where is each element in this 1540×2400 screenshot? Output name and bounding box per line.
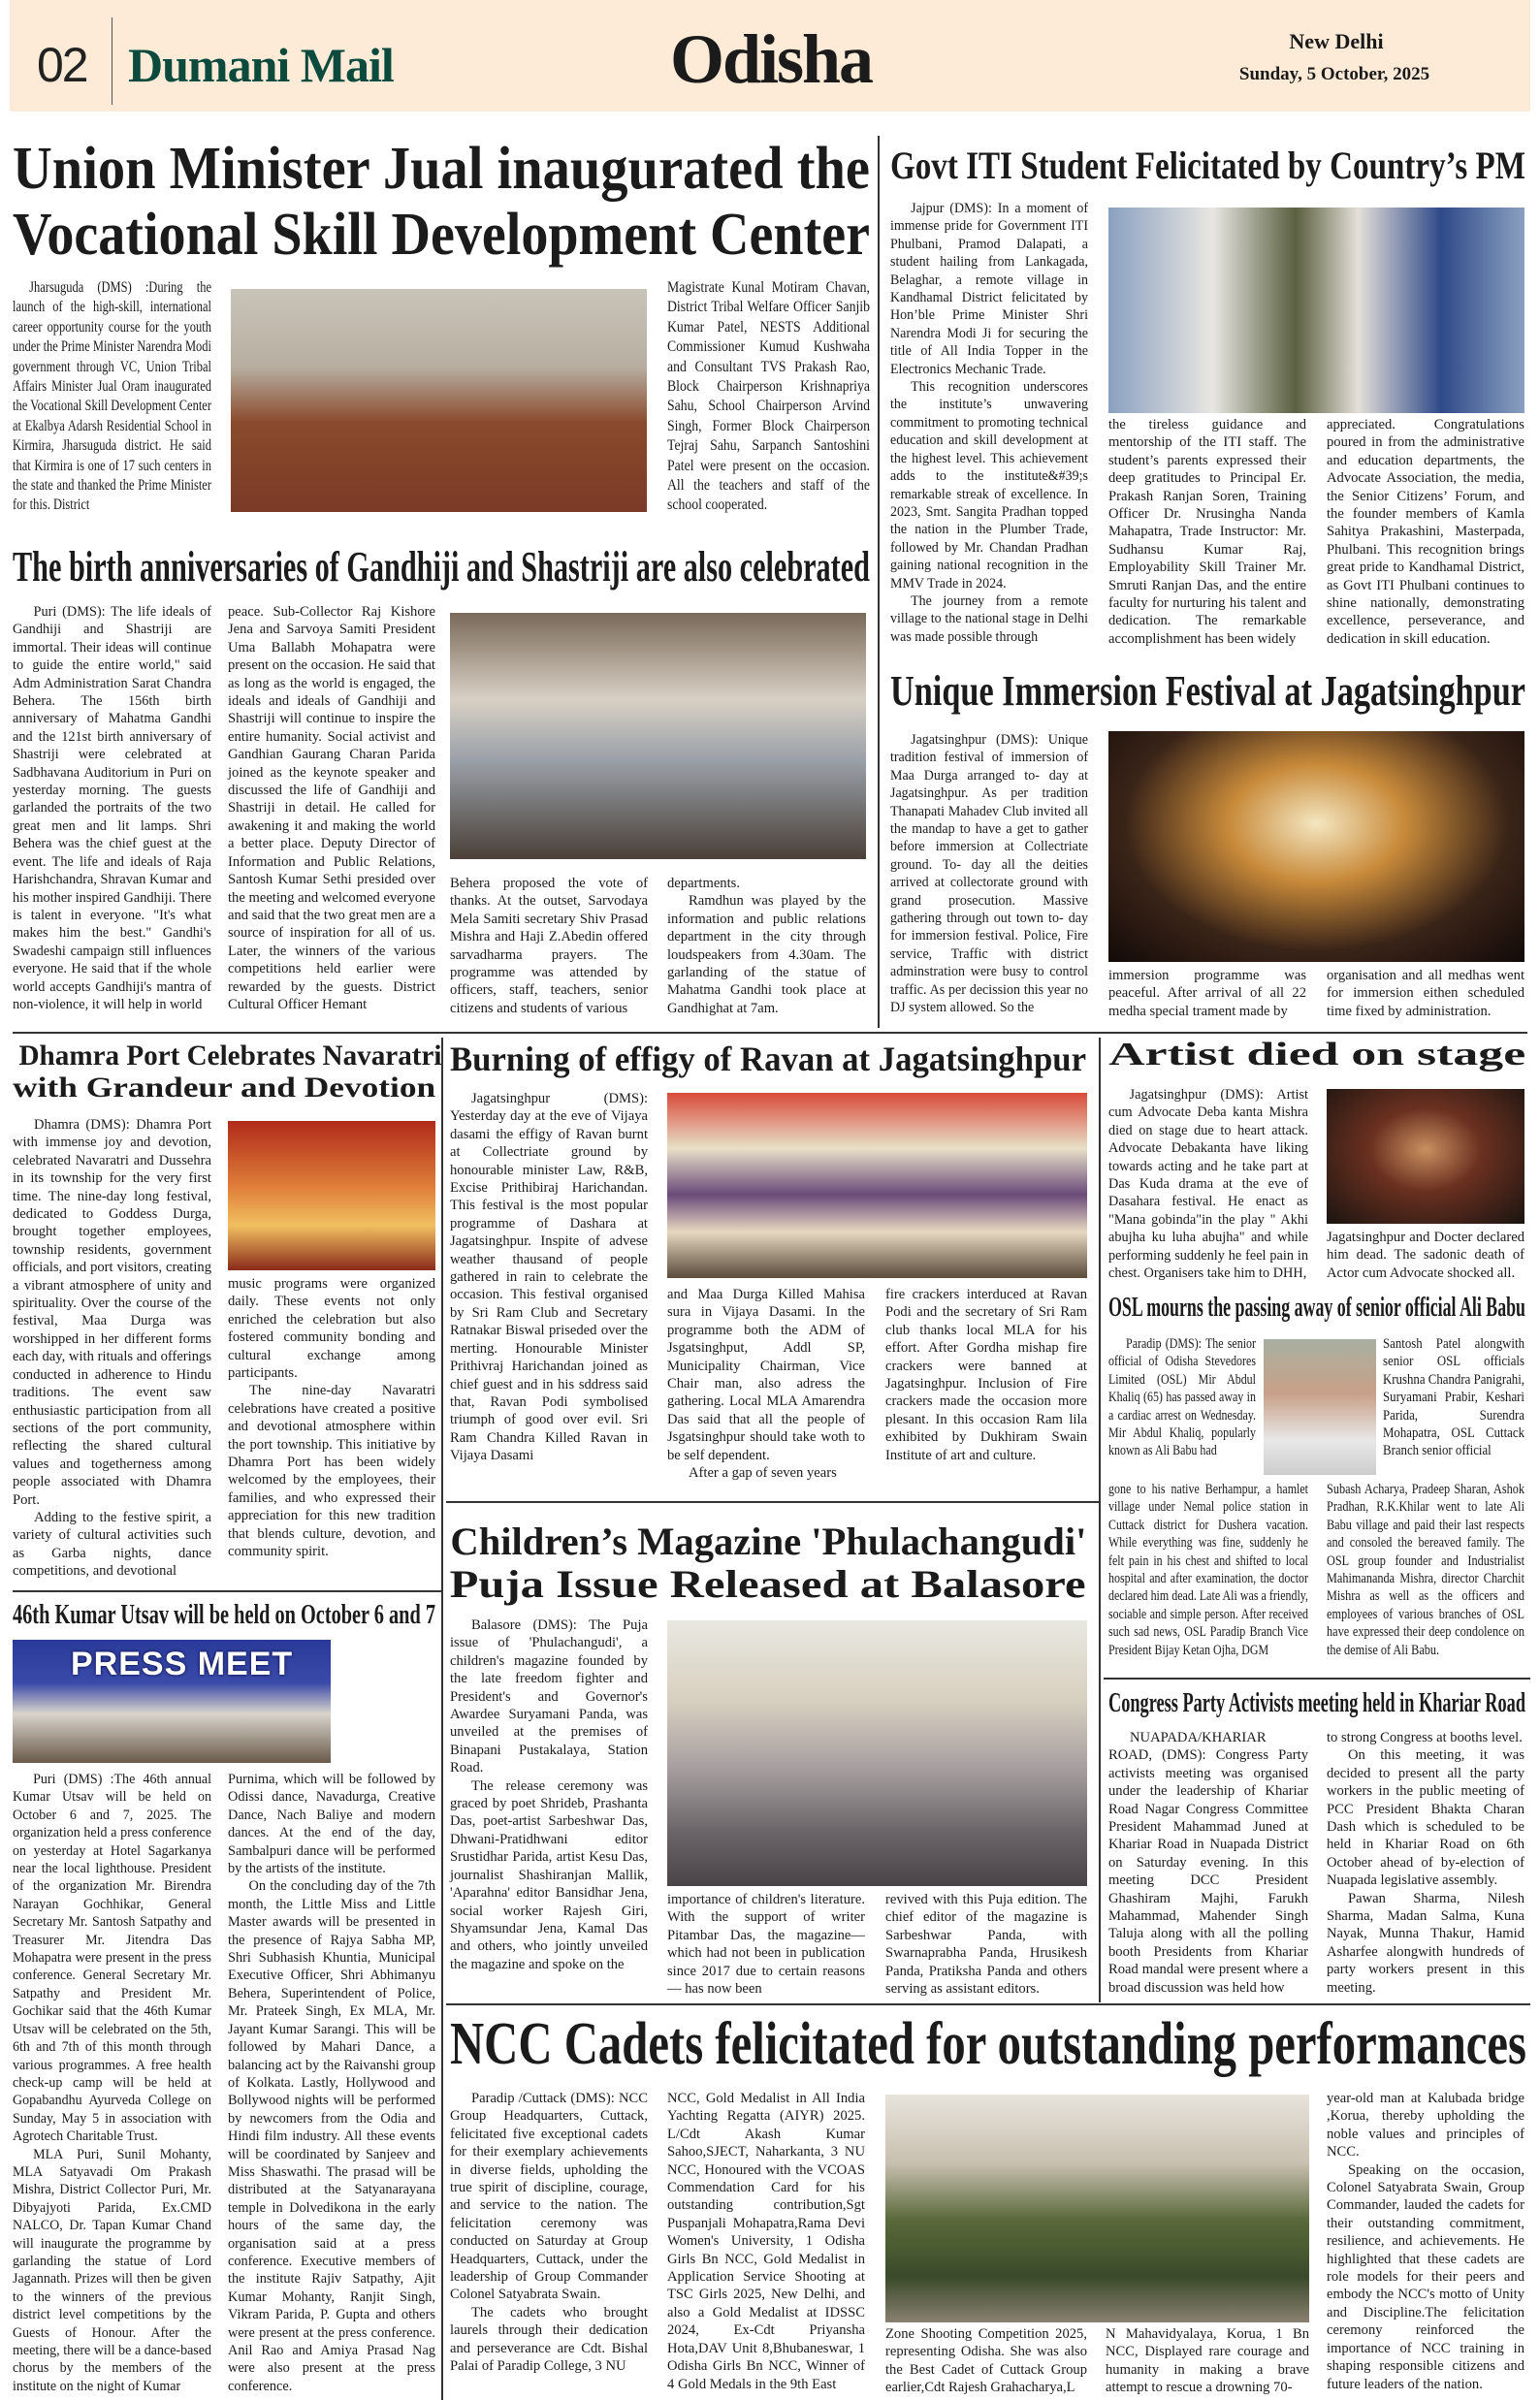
article-paragraph: Paradip (DMS): The senior official of Odisha Stevedores Limited (OSL) Mir Abdul Khaliq (65) has passed away in a cardiac arrest on Wednesday. Mir Abdul Khaliq, popularly known as Ali Babu had (1108, 1336, 1256, 1459)
article-column (885, 1286, 1087, 1464)
article-paragraph: Speaking on the occasion, Colonel Satyabrata Swain, Group Commander, lauded the cadets for their outstanding commitment, resilience, and achievements. He highlighted that these cadets are role models for their peers and embody the NCC's motto of Unity and Discipline.The felicitation ceremony reinforced the importance of NCC training in shaping responsible citizens and future leaders of the nation. (1327, 2161, 1524, 2392)
article-paragraph: Puri (DMS) :The 46th annual Kumar Utsav will be held on October 6 and 7, 2025. The organization held a press conference on yesterday at Hotel Sagarkanya near the local lighthouse. President of the organization Mr. Birendra Narayan Gochhikar, General Secretary Mr. Santosh Satpathy and Treasurer Mr. Jitendra Das Mohapatra were present in the press conference. General Secretary Mr. Satpathy and President Mr. Gochikar said that the 46th Kumar Utsav will be celebrated on the 5th, 6th and 7th of this month through various programmes. A free health check-up camp will be held at Gopabandhu Ayurveda College on Sunday, May 5 in association with Agrotech Charitable Trust. (13, 1772, 211, 2145)
article-column (885, 1891, 1087, 1998)
article-paragraph: and Maa Durga Killed Mahisa sura in Vijaya Dasami. In the programme both the ADM of Jsgatsinghput, Addl SP, Municipality Chairman, Vice Chair man, also adress the gathering. Local MLA Amarendra Das said that all the people of Jsgatsinghpur should take woth to be self dependent. (667, 1287, 865, 1463)
headline (450, 2013, 1540, 2076)
article-column (228, 1771, 435, 2395)
headline-text: 46th Kumar Utsav will be held on October 6 and 7 (13, 1600, 435, 1630)
photo-ravan-stage (667, 1093, 1087, 1278)
article-column (1108, 967, 1306, 1020)
article-column (1108, 1086, 1308, 1282)
article-column (13, 603, 211, 1013)
article-paragraph: Jagatsinghpur (DMS): Artist cum Advocate Deba kanta Mishra died on stage due to heart attack. Advocate Debakanta have liking towards acting and he take part at Das Kuda drama at the eve of Dasahara festival. He enact as "Mana gobinda"in the play " Akhi abujha ku luha abujha" and while performing suddenly he feel pain in chest. Organisers take him to DHH, (1108, 1087, 1308, 1282)
article-paragraph: On this meeting, it was decided to present all the party workers in the public meeting of PCC President Bhakta Charan Dash which is scheduled to be held in Khariar Road on 6th October ahead of by-election of Nuapada legislative assembly. (1327, 1747, 1524, 1889)
article-paragraph: music programs were organized daily. These events not only enriched the celebration but also fostered community bonding and cultural exchange among participants. (228, 1276, 435, 1382)
article-paragraph: Paradip /Cuttack (DMS): NCC Group Headquarters, Cuttack, felicitated five exceptional cadets for their exemplary achievements in diverse fields, upholding the true spirit of discipline, courage, and service to the nation. The felicitation ceremony was conducted on Saturday at Group Headquarters, Cuttack, under the leadership of Group Commander Colonel Satyabrata Swain. (450, 2091, 648, 2303)
article-column (450, 1090, 648, 1465)
section-title: Odisha (669, 20, 873, 98)
article-paragraph: the tireless guidance and mentorship of the ITI staff. The student’s parents expressed their deep gratitudes to Principal Er. Prakash Ranjan Soren, Training Officer Dr. Nrusingha Nanda Mahapatra, Trade Instructor: Mr. Sudhansu Kumar Raj, Employability Skill Trainer Mr. Smruti Ranjan Das, and the entire faculty for nurturing his talent and dedication. The remarkable accomplishment has been widely (1108, 417, 1306, 647)
headline-text: Artist died on stage (1107, 1037, 1525, 1072)
headline-line (13, 204, 961, 267)
article-paragraph: Magistrate Kunal Motiram Chavan, District Tribal Welfare Officer Sanjib Kumar Patel, NESTS Additional Commissioner Kumud Kushwaha and Consultant TVS Prakash Rao, Block Chairperson Krishnapriya Sahu, School Chairperson Arvind Singh, Former Block Chairperson Tejraj Sahu, Sarpanch Santoshini Patel were present on the occasion. All the teachers and staff of the school cooperated. (667, 279, 870, 514)
photo-durga-idol (228, 1121, 435, 1270)
article-paragraph: Behera proposed the vote of thanks. At the outset, Sarvodaya Mela Samiti secretary Shiv Prasad Mishra and Haji Z.Abedin offered sarvadharma prayers. The programme was attended by officers, staff, teachers, senior citizens and students of various (450, 876, 648, 1016)
article-paragraph: Dhamra (DMS): Dhamra Port with immense joy and devotion, celebrated Navaratri and Dussehra in its township for the very first time. The nine-day long festival, dedicated to Goddess Durga, brought together employees, township residents, government officials, and port visitors, creating a vibrant atmosphere of unity and spirituality. Over the course of the festival, Maa Durga was worshipped in her different forms each day, with rituals and offerings conducted in adherence to Hindu traditions. The event saw enthusiastic participation from all sections of the port community, reflecting the shared cultural values and togetherness among people associated with Dhamra Port. (13, 1117, 211, 1508)
headline-text: with Grandeur and Devotion (12, 1072, 435, 1104)
article-paragraph: appreciated. Congratulations poured in from the administrative and education departments, the Advocate Association, the media, the Senior Citizens’ Forum, and the founder members of Kamla Sahitya Prakashini, Masterpada, Phulbani. This recognition brings great pride to Kandhamal District, as Govt ITI Phulbani continues to shine nationally, demonstrating excellence, perseverance, and dedication in skill education. (1327, 417, 1524, 647)
article-paragraph: After a gap of seven years (689, 1465, 837, 1482)
photo-magazine-release (667, 1620, 1087, 1886)
article-paragraph: On the concluding day of the 7th month, the Little Miss and Little Master awards will be presented in the presence of Rajya Sabha MP, Shri Subhasish Khuntia, Municipal Executive Officer, Shri Abhimanyu Behera, Superintendent of Police, Mr. Prateek Singh, Ex MLA, Mr. Jayant Kumar Sarangi. This will be followed by Mahari Dance, a balancing act by the Raivanshi group of Kolkata. Lastly, Hollywood and Bollywood nights will be performed by newcomers from the Odia and Hindi film industry. All these events will be coordinated by Sanjeev and Miss Shaswathi. The prasad will be distributed at the Satyanarayana temple in Dolvedikona in the early hours of the same day, the organisation said at a press conference. Executive members of the institute Rajiv Satpathy, Ajit Kumar Mohanty, Ranjit Singh, Vikram Parida, P. Gupta and others were present at the press conference. Anil Rao and Amiya Prasad Nag were also present at the press conference. (228, 1878, 435, 2394)
headline-text: Children’s Magazine 'Phulachangudi' (450, 1520, 1086, 1563)
column-rule (1099, 1038, 1101, 2002)
headline (890, 669, 1540, 714)
article-column (1327, 1729, 1524, 1997)
article-paragraph: immersion programme was peaceful. After arrival of all 22 medha special trament made by (1108, 968, 1306, 1019)
article-paragraph: NUAPADA/KHARIAR ROAD, (DMS): Congress Party activists meeting was organised under the leadership of Khariar Road Nagar Congress Committee President Mahammad Juned at Khariar Road in Nuapada District on Saturday evening. In this meeting DCC President Ghashiram Majhi, Farukh Mahammad, Mahender Singh Taluja along with all the polling booth Presidents from Khariar Road mandal were present where a broad discussion was held how (1108, 1730, 1308, 1996)
article-paragraph: gone to his native Berhampur, a hamlet village under Nemal police station in Cuttack district for Dushera vacation. While everything was fine, suddenly he felt pain in his chest and shifted to local hospital and after examination, the doctor declared him dead. Late Ali was a friendly, sociable and simple person. After received such sad news, OSL Paradip Branch Vice President Bijay Ketan Ojha, DGM (1108, 1482, 1308, 1658)
article-column (1327, 2090, 1524, 2393)
article-paragraph: Jagatsinghpur (DMS): Yesterday day at the eve of Vijaya dasami the effigy of Ravan burnt at Collectriate ground by honourable minister Law, R&B, Excise Prithibiraj Harichandan. This festival is the most popular programme of Dashara at Jagatsinghpur. Inspite of advese weather thausand of people gathered in rain to celebrate the occasion. This festival organised by Sri Ram Club and Secretary Ratnakar Biswal priseded over the merting. Honourable Minister Prithivraj Harichandan joined as chief guest and in his sddress said that, Ravan Podi symbolised triumph of good over evil. Sri Ram Chandra Killed Ravan in Vijaya Dasami (450, 1091, 648, 1464)
headline-text: Union Minister Jual inaugurated the (13, 136, 870, 202)
photo-ncc-cadets (885, 2095, 1309, 2322)
article-paragraph: Subash Acharya, Pradeep Sharan, Ashok Pradhan, R.K.Khilar went to late Ali Babu village and paid their last respects and consoled the bereaved family. The OSL group founder and Industrialist Mahimananda Mishra, director Charchit Mishra as well as the officers and employees of various branches of OSL have expressed their deep condolence on the demise of Ali Babu. (1327, 1482, 1524, 1658)
headline-line (13, 138, 953, 201)
article-paragraph: peace. Sub-Collector Raj Kishore Jena and Sarvoya Samiti President Uma Ballabh Mohapatra were present on the occasion. He said that as long as the world is engaged, the ideals and ideals of Gandhiji and Shastriji will continue to inspire the entire humanity. Social activist and Gandhian Gaurang Charan Parida joined as the keynote speaker and discussed the life of Gandhiji and Shastriji in detail. He called for awakening it and making the world a better place. Deputy Director of Information and Public Relations, Santosh Kumar Sethi presided over the meeting and welcomed everyone and said that the two great men are a source of inspiration for all of us. Later, the winners of the various competitions held earlier were rewarded by the guests. District Cultural Officer Hemant (228, 604, 435, 1012)
article-column (1327, 1229, 1524, 1282)
photo-artist (1327, 1089, 1524, 1224)
headline-text: Burning of effigy of Ravan at Jagatsinghpur (450, 1040, 1086, 1078)
article-column (667, 1891, 865, 1998)
article-paragraph: Jagatsinghpur and Docter declared him dead. The sadonic death of Actor cum Advocate shocked all. (1327, 1230, 1524, 1281)
masthead (10, 0, 1530, 112)
article-paragraph: Balasore (DMS): The Puja issue of 'Phulachangudi', a children's magazine founded by the late freedom fighter and President's and Governor's Awardee Suryamani Panda, was unveiled at the premises of Binapani Pustakalaya, Station Road. (450, 1617, 648, 1776)
article-column (667, 1286, 865, 1482)
article-column (1108, 1335, 1256, 1460)
headline (450, 1041, 1109, 1078)
article-paragraph: departments. (667, 876, 740, 891)
article-column (890, 731, 1088, 1017)
headline-text: Congress Party Activists meeting held in Khariar Road (1108, 1688, 1525, 1718)
article-paragraph: importance of children's literature. With the support of writer Pitambar Das, the magazine— which had not been in publication since 2017 due to certain reasons— has now been (667, 1892, 865, 1998)
headline-line (13, 1040, 442, 1072)
article-paragraph: fire crackers interduced at Ravan Podi and the secretary of Sri Ram club thanks local MLA for his effort. After Gordha mishap fire crackers were banned at Jagatsinghpur. Inclusion of Fire crackers made the occasion more plesant. In this occasion Ram lila exhibited by Dukhiram Swain Institute of art and culture. (885, 1287, 1087, 1463)
article-column (228, 603, 435, 1013)
article-paragraph: Pawan Sharma, Nilesh Sharma, Madan Salma, Kuna Nayak, Munna Thakur, Hamid Asharfee alongwith hundreds of party workers present in this meeting. (1327, 1890, 1524, 1996)
section-rule (446, 2003, 1530, 2005)
article-paragraph: Ramdhun was played by the information and public relations department in the city through loudspeakers from 4.30am. The garlanding of the statue of Mahatma Gandhi took place at Gandhighat at 7am. (667, 893, 866, 1016)
article-column (13, 1116, 211, 1581)
article-column (1327, 1481, 1524, 1659)
article-column (885, 2325, 1087, 2397)
article-column (1327, 416, 1524, 648)
headline-line (450, 1521, 1086, 1562)
headline-line (450, 1564, 1086, 1605)
article-paragraph: This recognition underscores the institute’s unwavering commitment to promoting technical education and skill development at the highest level. This achievement adds to the institute&#39;s remarkable streak of excellence. In 2023, Smt. Sangita Pradhan topped the nation in the Plumber Trade, followed by Mr. Chandan Pradhan gaining national recognition in the MMV Trade in 2024. (890, 379, 1088, 592)
photo-pm-felicitation (1108, 208, 1524, 413)
article-column (450, 2090, 648, 2376)
article-column (1106, 2325, 1309, 2397)
headline-text: OSL mourns the passing away of senior official Ali Babu (1108, 1293, 1525, 1323)
article-paragraph: organisation and all medhas went for immersion eithen scheduled time fixed by administration. (1327, 968, 1524, 1019)
article-column (13, 1771, 211, 2395)
article-paragraph: Purnima, which will be followed by Odissi dance, Navadurga, Creative Dance, Nach Baliye and modern dances. At the end of the day, Sambalpuri dance will be performed by the artists of the institute. (228, 1772, 435, 1877)
article-column (228, 1275, 435, 1561)
photo-gandhi-portrait-event (450, 613, 866, 859)
article-paragraph: Adding to the festive spirit, a variety of cultural activities such as Garba nights, dance competitions, and devotional (13, 1509, 211, 1580)
edition-place: New Delhi (1289, 29, 1384, 53)
article-paragraph: N Mahavidyalaya, Korua, 1 Bn NCC, Displayed rare courage and humanity in making a brave attempt to rescue a drowning 70- (1106, 2326, 1309, 2396)
headline-text: NCC Cadets felicitated for outstanding performances (450, 2011, 1526, 2077)
headline (1108, 1689, 1540, 1717)
headline-line (13, 1072, 435, 1104)
headline-text: Puja Issue Released at Balasore (450, 1562, 1086, 1606)
article-paragraph: Jagatsinghpur (DMS): Unique tradition festival of immersion of Maa Durga arranged to- day at Jagatsinghpur. As per tradition Thanapati Mahadev Club invited all the mandap to have a get to gather before immersion at Collectriate ground. To- day all the deities arrived at collectorate ground with grand prosecution. Massive gathering through out town to- day for immersion festival. Police, Fire service, Traffic with district adminstration were busy to control traffic. As per decission this year no DJ system allowed. So the (890, 732, 1088, 1016)
photo-minister-inauguration (231, 289, 647, 512)
article-paragraph: The journey from a remote village to the national stage in Delhi was made possible through (890, 592, 1088, 645)
article-paragraph: Jharsuguda (DMS) :During the launch of the high-skill, international career opportunity course for the youth under the Prime Minister Narendra Modi government through VC, Union Tribal Affairs Minister Jual Oram inaugurated the Vocational Skill Development Center at Ekalbya Adarsh Residential School in Kirmira, Jharsuguda district. He said that Kirmira is one of 17 such centers in the state and thanked the Prime Minister for this. District (13, 279, 211, 514)
article-paragraph: The cadets who brought laurels through their dedication and perseverance are Cdt. Bishal Palai of Paradip College, 3 NU (450, 2304, 648, 2375)
headline (13, 545, 1260, 590)
article-paragraph: Santosh Patel alongwith senior OSL officials Krushna Chandra Panigrahi, Suryamani Prabir, Keshari Parida, Surendra Mohapatra, OSL Cuttack Branch senior official (1383, 1336, 1524, 1459)
newspaper-brand: Dumani Mail (128, 38, 394, 92)
photo-ali-babu (1264, 1339, 1376, 1475)
article-paragraph: NCC, Gold Medalist in All India Yachting Regatta (AIYR) 2025. L/Cdt Akash Kumar Sahoo,SJECT, Naharkanta, 3 NU NCC, Honoured with the VCOAS Commendation Card for his outstanding contribution,Sgt Puspanjali Mohapatra,Rama Devi Women's University, 1 Odisha Girls Bn NCC, Gold Medalist in Application Service Shooting at TSC Girls 2025, New Delhi, and also a Gold Medalist at IDSSC 2024, Ex-Cdt Priyansha Hota,DAV Unit 8,Bhubaneswar, 1 Odisha Girls Bn NCC, Winner of 4 Gold Medals in the 9th East (667, 2091, 865, 2392)
headline (890, 145, 1540, 186)
article-paragraph: Jajpur (DMS): In a moment of immense pride for Government ITI Phulbani, Pramod Dalapati, a student hailing from Lankagada, Belaghar, a remote village in Kandhamal District felicitated by Hon’ble Prime Minister Shri Narendra Modi Ji for securing the title of All India Topper in the Electronics Mechanic Trade. (890, 201, 1088, 377)
article-column (1383, 1335, 1524, 1460)
article-column (1327, 967, 1524, 1020)
headline-text: The birth anniversaries of Gandhiji and Shastriji are also celebrated (13, 543, 870, 591)
headline-text: Vocational Skill Development Center (13, 202, 870, 268)
photo-durga-immersion (1108, 731, 1524, 962)
headline-text: Govt ITI Student Felicitated by Country’s PM (890, 144, 1525, 187)
article-paragraph: year-old man at Kalubada bridge ,Korua, thereby upholding the noble values and principles of NCC. (1327, 2091, 1524, 2160)
article-paragraph: revived with this Puja edition. The chief editor of the magazine is Sarbeshwar Panda, with Swarnaprabha Panda, Hrusikesh Panda, Pratiksha Panda and others serving as assistant editors. (885, 1892, 1087, 1998)
section-rule (13, 1590, 441, 1592)
headline-text: Unique Immersion Festival at Jagatsinghpur (890, 667, 1525, 715)
article-column (1108, 1481, 1308, 1659)
headline (1108, 1038, 1525, 1072)
section-rule (446, 1501, 1099, 1503)
article-column (450, 1616, 648, 1973)
article-paragraph: MLA Puri, Sunil Mohanty, MLA Satyavadi Om Prakash Mishra, District Collector Puri, Mr. Dibyajyoti Parida, Ex.CMD NALCO, Dr. Tapan Kumar Chand will inaugurate the programme by garlanding the statue of Lord Jagannath. Prizes will then be given to the winners of the previous district level competitions by the Guests of Honour. After the meeting, there will be a dance-based chorus by the members of the institute on the night of Kumar (13, 2146, 211, 2394)
article-paragraph: The nine-day Navaratri celebrations have created a positive and devotional atmosphere within the port township. This initiative by Dhamra Port has been widely welcomed by the employees, their families, and who expressed their appreciation for this new tradition that blends culture, devotion, and community spirit. (228, 1383, 435, 1560)
article-column (667, 875, 866, 1017)
article-paragraph: The release ceremony was graced by poet Shrideb, Prashanta Das, poet-artist Sarbeshwar Das, Dhwani-Pratidhwani editor Srustidhar Parida, artist Kesu Das, journalist Shashiranjan Mallik, 'Aparahna' editor Bansidhar Jena, social worker Rajesh Giri, Shyamsundar Jena, Kamal Das and others, who jointly unveiled the magazine and spoke on the (450, 1777, 648, 1972)
section-rule (13, 1032, 1527, 1034)
edition-date: Sunday, 5 October, 2025 (1238, 64, 1430, 84)
column-rule (441, 1038, 443, 2400)
section-rule (1104, 1678, 1530, 1680)
article-column (1108, 416, 1306, 648)
article-paragraph: to strong Congress at booths level. (1327, 1730, 1523, 1745)
article-column (1108, 1729, 1308, 1997)
page-number: 02 (37, 38, 87, 92)
headline-text: Dhamra Port Celebrates Navaratri (18, 1040, 442, 1072)
photo-press-meet (13, 1640, 331, 1763)
headline (1108, 1294, 1540, 1322)
press-meet-banner: PRESS MEET (71, 1646, 294, 1682)
article-column (667, 2090, 865, 2393)
article-column (13, 278, 211, 516)
article-column (450, 875, 648, 1017)
article-paragraph: Puri (DMS): The life ideals of Gandhiji and Shastriji are immortal. Their ideas will continue to guide the entire world," said Adm Administration Sarat Chandra Behera. The 156th birth anniversary of Mahatma Gandhi and the 121st birth anniversary of Shastriji were celebrated at Sadbhavana Auditorium in Puri on yesterday morning. The guests garlanded the portraits of the two great men and lit lamps. Shri Behera was the chief guest at the event. The life and ideals of Raja Harishchandra, Shravan Kumar and his mother inspired Gandhiji. There is talent in everyone. "It's what makes him the best." Gandhi's Swadeshi campaign still influences everyone. He said that if the whole world accepts Gandhiji's mantra of non-violence, it will help in world (13, 604, 211, 1012)
article-column (667, 278, 870, 516)
article-paragraph: Zone Shooting Competition 2025, representing Odisha. She was also the Best Cadet of Cuttack Group earlier,Cdt Rajesh Grahacharya,L (885, 2326, 1087, 2396)
